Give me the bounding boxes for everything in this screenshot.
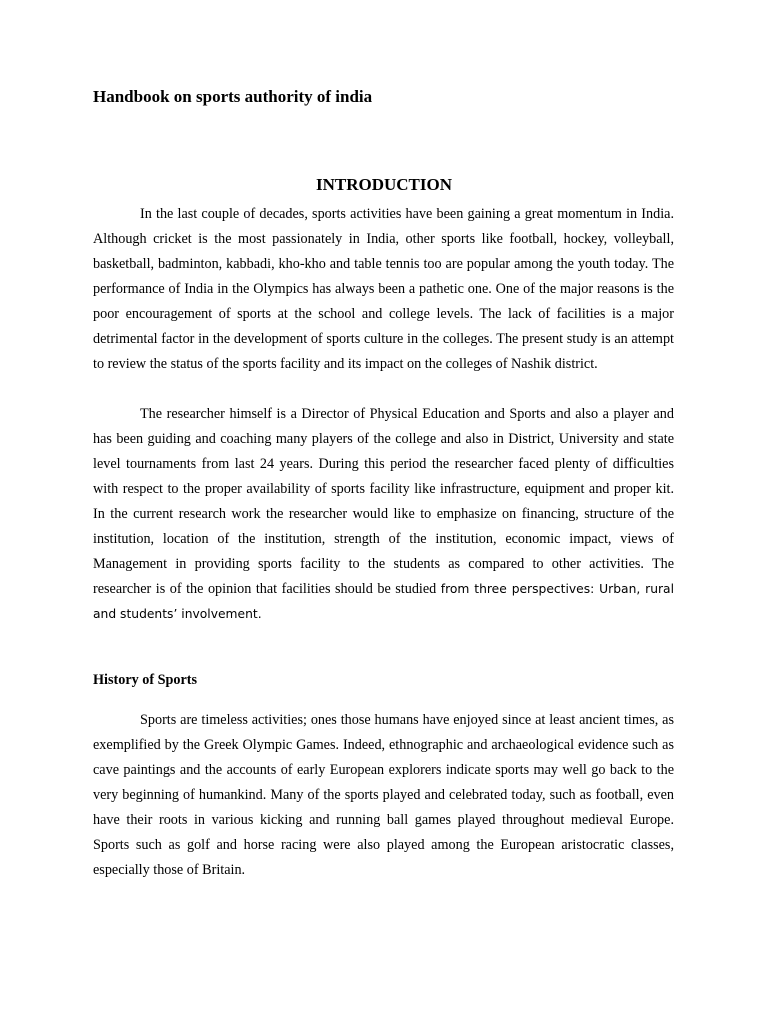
introduction-paragraph-2 bbox=[93, 402, 674, 627]
document-title: Handbook on sports authority of india bbox=[93, 87, 373, 106]
introduction-paragraph-1: In the last couple of decades, sports activities have been gaining a great momentum in India. Although cricket is the most passionately in India, other sports like football, hockey, volleyball, basketball, badminton, kabbadi, kho-kho and table tennis too are popular among the youth today. The performance of India in the Olympics has always been a pathetic one. One of the major reasons is the poor encouragement of sports at the school and college levels. The lack of facilities is a major detrimental factor in the development of sports culture in the colleges. The present study is an attempt to review the status of the sports facility and its impact on the colleges of Nashik district. bbox=[93, 206, 674, 372]
introduction-paragraph-2-body: The researcher himself is a Director of Physical Education and Sports and also a player and has been guiding and coaching many players of the college and also in District, University and state level tournaments from last 24 years. During this period the researcher faced plenty of difficulties with respect to the proper availability of sports facility like infrastructure, equipment and proper kit. In the current research work the researcher would like to emphasize on financing, structure of the institution, location of the institution, strength of the institution, economic impact, views of Management in providing sports facility to the students as compared to other activities. The researcher is of the opinion that facilities should be studied bbox=[93, 406, 674, 597]
introduction-paragraph-2-last-line: from three perspectives: Urban, rural and students’ involvement. bbox=[93, 582, 675, 621]
introduction-heading: INTRODUCTION bbox=[315, 175, 453, 194]
history-paragraph-1: Sports are timeless activities; ones those humans have enjoyed since at least ancient times, as exemplified by the Greek Olympic Games. Indeed, ethnographic and archaeological evidence such as cave paintings and the accounts of early European explorers indicate sports may well go back to the very beginning of humankind. Many of the sports played and celebrated today, such as football, even have their roots in various kicking and running ball games played throughout medieval Europe. Sports such as golf and horse racing were also played among the European aristocratic classes, especially those of Britain. bbox=[93, 712, 674, 878]
history-heading: History of Sports bbox=[93, 672, 198, 688]
